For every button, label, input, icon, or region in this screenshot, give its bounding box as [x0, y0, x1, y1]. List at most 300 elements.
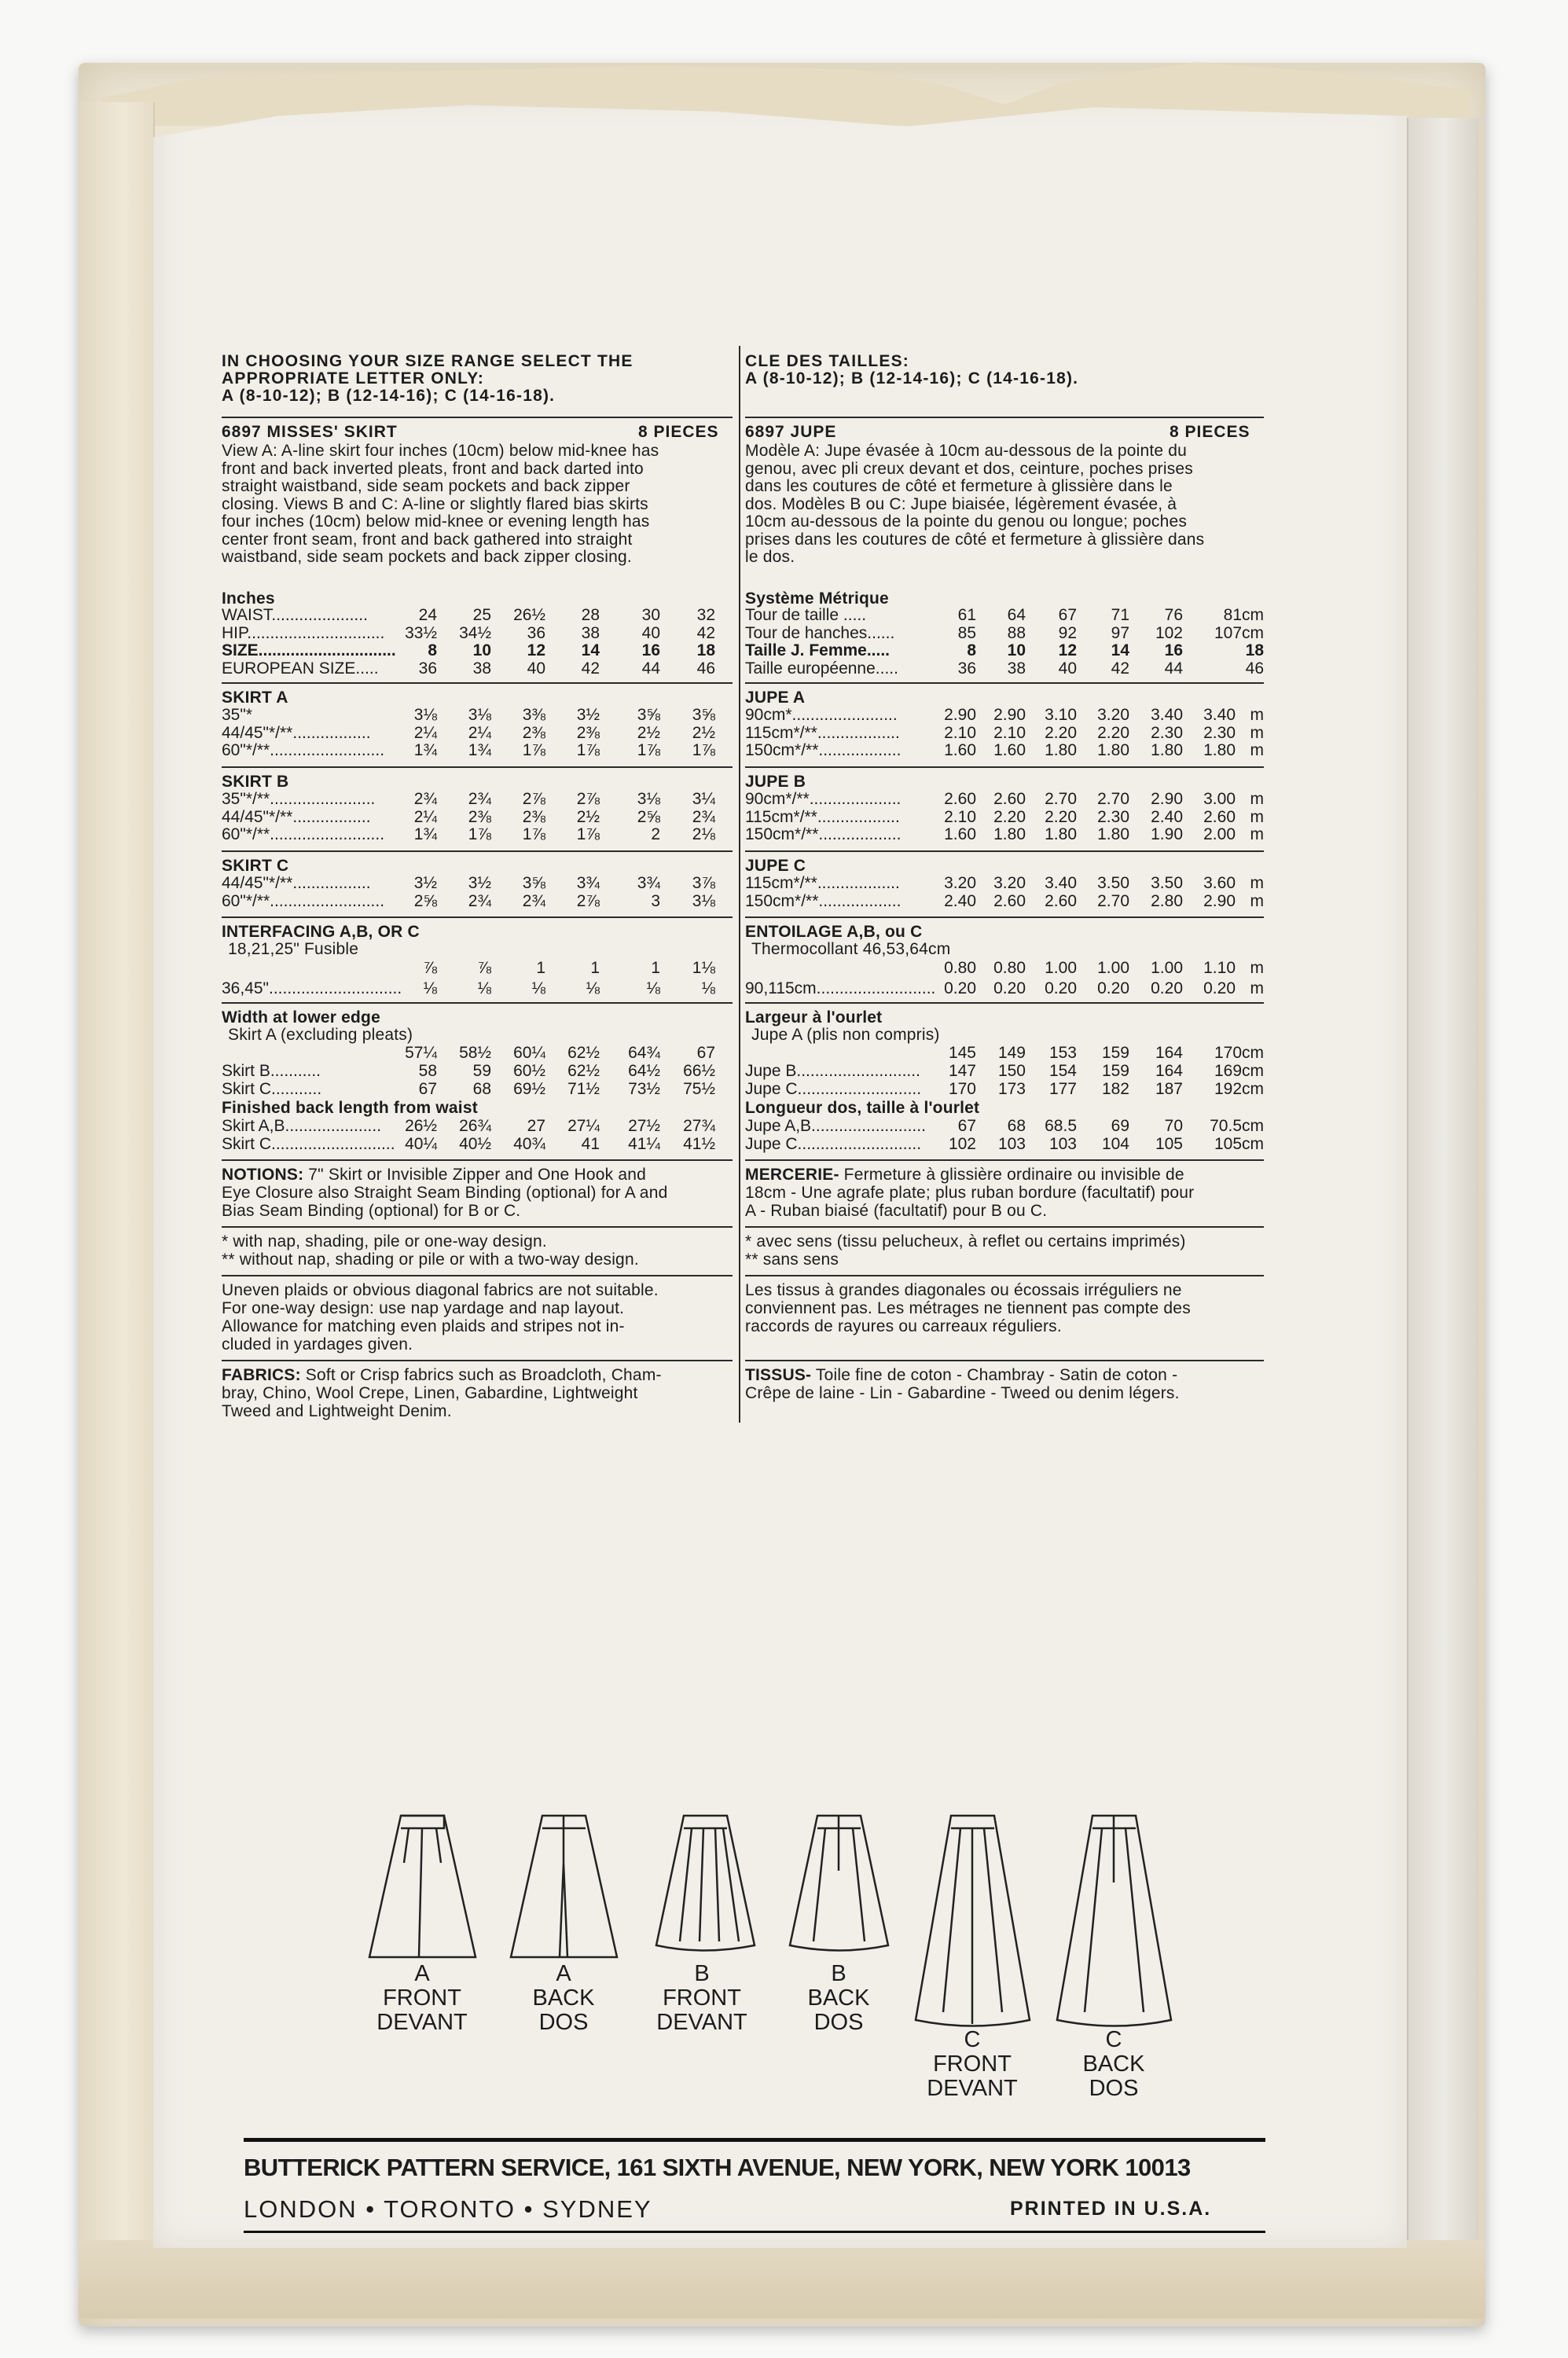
- skirt-description: front and back inverted pleats, front and back darted into: [222, 459, 644, 478]
- row-value: 34½: [459, 623, 491, 642]
- yardage-row: [222, 724, 835, 742]
- yardage-row-fr: [745, 808, 1358, 826]
- row-value: 1: [651, 959, 660, 977]
- row-value: 2.60: [944, 790, 976, 808]
- row-value: 150: [997, 1062, 1026, 1080]
- yardage-row-fr: [745, 724, 1358, 742]
- row-value: 36: [418, 659, 437, 678]
- row-value: 28: [581, 606, 600, 624]
- row-value: 68: [1007, 1117, 1026, 1135]
- row-value: 8: [428, 641, 437, 659]
- row-unit: m: [1250, 807, 1264, 826]
- row-value: 2¾: [413, 790, 437, 808]
- row-value: 1⅞: [468, 825, 491, 843]
- yardage-row: [222, 892, 835, 910]
- row-value: 3⅜: [522, 706, 545, 724]
- skirt-a-title: SKIRT A: [222, 689, 288, 707]
- row-value: 2.90: [1203, 891, 1236, 910]
- row-unit: m: [1250, 874, 1264, 892]
- row-value: 164: [1155, 1044, 1183, 1062]
- view-letter: C: [1105, 2027, 1122, 2052]
- row-value: 2⅝: [413, 891, 437, 910]
- skirt-description: waistband, side seam pockets and back zipper closing.: [222, 548, 632, 566]
- row-label: 115cm*/**..................: [745, 874, 900, 892]
- row-value: 2⅞: [576, 891, 600, 910]
- measurement-row-fr: [745, 659, 1358, 678]
- row-unit: m: [1250, 790, 1264, 808]
- row-value: 0.80: [993, 959, 1026, 977]
- notions-text: Bias Seam Binding (optional) for B or C.: [222, 1202, 521, 1220]
- row-value: 81cm: [1223, 606, 1264, 624]
- footer-top-rule: [244, 2138, 1265, 2142]
- row-value: 103: [997, 1135, 1026, 1153]
- row-value: ⅛: [701, 979, 715, 997]
- piece-count-fr: 8 PIECES: [1170, 423, 1250, 441]
- diagonal-fabrics-note: raccords de rayures ou carreaux réguliers.: [745, 1317, 1062, 1335]
- notions-first-line: 7" Skirt or Invisible Zipper and One Hook and: [303, 1166, 646, 1184]
- row-value: 3⅞: [692, 874, 715, 892]
- row-value: 3.20: [944, 874, 976, 892]
- row-value: 26½: [513, 606, 545, 624]
- plaids-note: Uneven plaids or obvious diagonal fabrics are not suitable.: [222, 1281, 659, 1299]
- row-value: 64¾: [628, 1044, 660, 1062]
- row-value: 38: [472, 659, 491, 678]
- view-label-fr: DOS: [1089, 2076, 1139, 2101]
- plaids-note: For one-way design: use nap yardage and nap layout.: [222, 1299, 625, 1317]
- section-rule: [745, 1360, 1264, 1361]
- row-value: 2.60: [1203, 807, 1236, 826]
- row-label: Jupe C...........................: [745, 1135, 922, 1153]
- entoilage-row: [745, 959, 1358, 977]
- section-rule: [745, 1002, 1264, 1004]
- row-value: 1.80: [1045, 741, 1077, 759]
- tissus-text: [745, 1366, 1177, 1384]
- row-value: 44: [1164, 659, 1183, 678]
- row-value: 187: [1155, 1080, 1183, 1098]
- row-value: 8: [967, 641, 976, 659]
- row-label: 44/45"*/**.................: [222, 723, 371, 742]
- yardage-row-fr: [745, 790, 1358, 808]
- row-value: 38: [581, 623, 600, 642]
- diagonal-fabrics-note: conviennent pas. Les métrages ne tiennent pas compte des: [745, 1299, 1191, 1317]
- row-label: 150cm*/**..................: [745, 741, 902, 759]
- row-label: EUROPEAN SIZE.....: [222, 659, 379, 678]
- row-value: 69: [1111, 1117, 1129, 1135]
- finished-length-title: Finished back length from waist: [222, 1099, 478, 1117]
- skirt-description: View A: A-line skirt four inches (10cm) below mid-knee has: [222, 442, 659, 460]
- row-label: Taille J. Femme.....: [745, 641, 890, 659]
- width-subtitle: Skirt A (excluding pleats): [228, 1026, 413, 1044]
- mercerie-text: [745, 1166, 1184, 1184]
- fabrics-first-line: Soft or Crisp fabrics such as Broadcloth, Cham-: [300, 1366, 662, 1384]
- row-value: 170cm: [1214, 1044, 1264, 1062]
- plaids-note: Allowance for matching even plaids and stripes not in-: [222, 1317, 625, 1335]
- measurement-row: [222, 624, 835, 642]
- row-label: 35"*/**.......................: [222, 790, 376, 808]
- entoilage-subtitle: Thermocollant 46,53,64cm: [751, 940, 951, 958]
- row-value: 154: [1048, 1062, 1077, 1080]
- row-value: 2⅛: [692, 825, 715, 843]
- row-value: 2.20: [1045, 807, 1077, 826]
- row-value: 2.30: [1151, 723, 1183, 742]
- row-label: 60"*/**.........................: [222, 825, 385, 843]
- row-label: WAIST.....................: [222, 606, 368, 624]
- skirt-description-fr: 10cm au-dessous de la pointe du genou ou longue; poches: [745, 512, 1188, 531]
- row-label: Jupe A,B.........................: [745, 1117, 926, 1135]
- row-value: 16: [641, 641, 660, 659]
- measurement-row: [222, 641, 835, 659]
- row-value: 40½: [459, 1135, 491, 1153]
- view-label-fr: DOS: [813, 2010, 864, 2035]
- row-label: 90cm*/**....................: [745, 790, 902, 808]
- row-value: 44: [641, 659, 660, 678]
- mercerie-text: 18cm - Une agrafe plate; plus ruban bordure (facultatif) pour: [745, 1184, 1195, 1202]
- row-value: 3.10: [1045, 706, 1077, 724]
- row-label: SIZE..............................: [222, 641, 396, 659]
- row-value: 3.40: [1045, 874, 1077, 892]
- row-value: 0.20: [1045, 979, 1077, 997]
- view-label-en: BACK: [1082, 2051, 1145, 2077]
- section-rule: [745, 916, 1264, 918]
- interfacing-subtitle: 18,21,25" Fusible: [228, 940, 359, 958]
- row-value: 3⅝: [522, 874, 545, 892]
- row-value: 3½: [413, 874, 437, 892]
- row-value: 159: [1101, 1062, 1129, 1080]
- row-value: 2¼: [468, 723, 491, 742]
- largeur-row: [745, 1080, 1358, 1098]
- row-label: Jupe C...........................: [745, 1080, 922, 1098]
- row-value: 1⅛: [692, 959, 715, 977]
- yardage-row-fr: [745, 706, 1358, 724]
- skirt-description: four inches (10cm) below mid-knee or evening length has: [222, 512, 650, 531]
- notions-text: Eye Closure also Straight Seam Binding (optional) for A and: [222, 1184, 668, 1202]
- interfacing-row: [222, 959, 835, 977]
- row-value: 2¼: [413, 807, 437, 826]
- row-value: 41½: [683, 1135, 715, 1153]
- row-value: 3⅝: [637, 706, 660, 724]
- width-title: Width at lower edge: [222, 1008, 380, 1027]
- entoilage-row: [745, 979, 1358, 997]
- skirt-description: closing. Views B and C: A-line or slightly flared bias skirts: [222, 494, 648, 513]
- row-value: 1.80: [1045, 825, 1077, 843]
- length-row: [222, 1135, 835, 1153]
- row-value: 0.20: [1097, 979, 1129, 997]
- row-value: 67: [1058, 606, 1077, 624]
- row-label: 35"*: [222, 706, 252, 724]
- row-label: 150cm*/**..................: [745, 891, 902, 910]
- row-value: 1.00: [1097, 959, 1129, 977]
- jupe-b-title: JUPE B: [745, 773, 806, 791]
- row-value: 3.50: [1097, 874, 1129, 892]
- view-letter: A: [556, 1961, 571, 1986]
- diagonal-fabrics-note: Les tissus à grandes diagonales ou écossais irréguliers ne: [745, 1281, 1182, 1299]
- row-value: 1.00: [1151, 959, 1183, 977]
- section-rule: [222, 850, 733, 852]
- row-value: 1⅞: [522, 825, 545, 843]
- row-value: 1.10: [1203, 959, 1236, 977]
- largeur-title: Largeur à l'ourlet: [745, 1008, 883, 1027]
- yardage-row-fr: [745, 825, 1358, 843]
- view-caption: [780, 1962, 898, 2035]
- row-value: 40: [641, 623, 660, 642]
- row-value: 69½: [513, 1080, 545, 1098]
- row-value: 2.60: [1045, 891, 1077, 910]
- row-value: 1.00: [1045, 959, 1077, 977]
- row-value: 2.00: [1203, 825, 1236, 843]
- row-value: 1⅞: [692, 741, 715, 759]
- row-unit: m: [1250, 979, 1264, 997]
- view-caption: [1055, 2028, 1173, 2101]
- row-value: 18: [1245, 641, 1264, 659]
- fabrics-label: FABRICS:: [222, 1366, 301, 1384]
- row-value: 26½: [405, 1117, 437, 1135]
- row-value: 2.10: [993, 723, 1026, 742]
- row-value: 2.30: [1097, 807, 1129, 826]
- section-rule: [745, 417, 1264, 418]
- row-label: 115cm*/**..................: [745, 723, 900, 742]
- fabrics-text: Tweed and Lightweight Denim.: [222, 1402, 452, 1420]
- row-value: 159: [1101, 1044, 1129, 1062]
- measurement-row: [222, 606, 835, 624]
- row-value: 3.60: [1203, 874, 1236, 892]
- row-unit: m: [1250, 825, 1264, 843]
- row-label: HIP..............................: [222, 623, 385, 642]
- row-value: 42: [696, 623, 715, 642]
- tissus-label: TISSUS-: [745, 1366, 812, 1384]
- row-value: 3.40: [1203, 706, 1236, 724]
- tissus-text: Crêpe de laine - Lin - Gabardine - Tweed ou denim légers.: [745, 1384, 1180, 1402]
- company-address: BUTTERICK PATTERN SERVICE, 161 SIXTH AVENUE, NEW YORK, NEW YORK 10013: [244, 2154, 1191, 2181]
- row-value: 75½: [683, 1080, 715, 1098]
- row-value: 57¼: [405, 1044, 437, 1062]
- pattern-title: 6897 MISSES' SKIRT: [222, 423, 398, 441]
- view-letter: C: [964, 2027, 981, 2052]
- row-label: 115cm*/**..................: [745, 807, 900, 826]
- size-range-instructions: A (8-10-12); B (12-14-16); C (14-16-18).: [222, 387, 556, 405]
- largeur-subtitle: Jupe A (plis non compris): [751, 1026, 940, 1044]
- row-value: 1.80: [1097, 741, 1129, 759]
- row-label: Tour de taille .....: [745, 606, 867, 624]
- row-value: 103: [1048, 1135, 1077, 1153]
- skirt-description-fr: le dos.: [745, 548, 795, 566]
- row-value: 2½: [576, 807, 600, 826]
- view-caption: [643, 1962, 761, 2035]
- measurements-title-fr: Système Métrique: [745, 590, 889, 608]
- row-value: 1⅞: [576, 825, 600, 843]
- tissus-first-line: Toile fine de coton - Chambray - Satin de coton -: [811, 1366, 1178, 1384]
- section-rule: [222, 916, 733, 918]
- row-value: 2.70: [1045, 790, 1077, 808]
- row-value: 76: [1164, 606, 1183, 624]
- longueur-title: Longueur dos, taille à l'ourlet: [745, 1099, 980, 1117]
- section-rule: [745, 850, 1264, 852]
- row-value: 169cm: [1214, 1062, 1264, 1080]
- row-value: 1.80: [1203, 741, 1236, 759]
- row-value: 1.60: [944, 825, 976, 843]
- row-value: 2.10: [944, 723, 976, 742]
- row-value: 0.20: [993, 979, 1026, 997]
- section-rule: [222, 1002, 733, 1004]
- yardage-row: [222, 790, 835, 808]
- row-value: 1: [590, 959, 600, 977]
- row-value: 2⅜: [522, 807, 545, 826]
- row-value: 14: [1111, 641, 1129, 659]
- yardage-row: [222, 825, 835, 843]
- row-value: ⅞: [477, 959, 491, 977]
- yardage-row-fr: [745, 741, 1358, 759]
- row-label: Skirt A,B.....................: [222, 1117, 382, 1135]
- row-value: 173: [997, 1080, 1026, 1098]
- row-value: 1¾: [413, 741, 437, 759]
- row-value: ⅛: [531, 979, 545, 997]
- row-value: 2.10: [944, 807, 976, 826]
- row-value: 105cm: [1214, 1135, 1264, 1153]
- interfacing-row: [222, 979, 835, 997]
- row-value: 1⅞: [637, 741, 660, 759]
- skirt-b-title: SKIRT B: [222, 773, 289, 791]
- view-caption: [913, 2028, 1031, 2101]
- row-value: 70: [1164, 1117, 1183, 1135]
- office-cities: LONDON • TORONTO • SYDNEY: [244, 2195, 652, 2223]
- row-value: 42: [1111, 659, 1129, 678]
- largeur-row: [745, 1062, 1358, 1080]
- row-value: 18: [696, 641, 715, 659]
- longueur-row: [745, 1135, 1358, 1153]
- plaids-note: cluded in yardages given.: [222, 1335, 413, 1353]
- row-value: 3⅛: [413, 706, 437, 724]
- envelope-left-fold: [79, 102, 155, 2295]
- row-value: 1.60: [993, 741, 1026, 759]
- entoilage-title: ENTOILAGE A,B, ou C: [745, 923, 923, 941]
- measurements-title: Inches: [222, 590, 275, 608]
- row-value: 102: [948, 1135, 976, 1153]
- row-value: 25: [472, 606, 491, 624]
- row-value: 2¾: [468, 891, 491, 910]
- skirt-description: straight waistband, side seam pockets and back zipper: [222, 477, 630, 495]
- row-value: 1¾: [413, 825, 437, 843]
- row-value: 3.50: [1151, 874, 1183, 892]
- row-value: 58: [418, 1062, 437, 1080]
- row-label: 90cm*.......................: [745, 706, 898, 724]
- row-value: 66½: [683, 1062, 715, 1080]
- row-value: 10: [472, 641, 491, 659]
- row-value: 2⅞: [576, 790, 600, 808]
- row-value: 27¾: [683, 1117, 715, 1135]
- row-value: 3.20: [993, 874, 1026, 892]
- row-value: ⅛: [586, 979, 600, 997]
- row-value: 88: [1007, 623, 1026, 642]
- row-label: Skirt B...........: [222, 1062, 321, 1080]
- row-value: 60½: [513, 1062, 545, 1080]
- row-value: 32: [696, 606, 715, 624]
- width-row: [222, 1080, 835, 1098]
- row-unit: m: [1250, 891, 1264, 910]
- skirt-description: center front seam, front and back gathered into straight: [222, 530, 633, 549]
- row-value: 85: [957, 623, 976, 642]
- row-value: 40¼: [405, 1135, 437, 1153]
- row-value: ⅛: [646, 979, 660, 997]
- row-value: 2.20: [993, 807, 1026, 826]
- row-value: 1.80: [1151, 741, 1183, 759]
- row-value: 36: [527, 623, 545, 642]
- row-value: 0.20: [944, 979, 976, 997]
- mercerie-text: A - Ruban biaisé (facultatif) pour B ou C.: [745, 1202, 1048, 1220]
- row-value: 164: [1155, 1062, 1183, 1080]
- size-range-instructions: IN CHOOSING YOUR SIZE RANGE SELECT THE: [222, 352, 633, 370]
- view-label-fr: DOS: [538, 2010, 589, 2035]
- measurement-row-fr: [745, 624, 1358, 642]
- row-label: Jupe B...........................: [745, 1062, 920, 1080]
- row-label: Skirt C...........: [222, 1080, 322, 1098]
- row-value: 46: [696, 659, 715, 678]
- notions-label: NOTIONS:: [222, 1166, 304, 1184]
- view-letter: A: [414, 1961, 430, 1986]
- row-value: 2.70: [1097, 891, 1129, 910]
- section-rule: [222, 682, 733, 684]
- yardage-row: [222, 874, 835, 892]
- row-value: 71: [1111, 606, 1129, 624]
- width-row: [222, 1062, 835, 1080]
- row-value: 170: [948, 1080, 976, 1098]
- row-value: 68: [472, 1080, 491, 1098]
- row-unit: m: [1250, 741, 1264, 759]
- width-row: [222, 1044, 835, 1062]
- row-label: Tour de hanches......: [745, 623, 895, 642]
- view-label-fr: DEVANT: [376, 2010, 468, 2035]
- row-value: 2.60: [993, 790, 1026, 808]
- row-label: Taille européenne.....: [745, 659, 898, 678]
- size-range-instructions: APPROPRIATE LETTER ONLY:: [222, 369, 485, 387]
- row-value: 3⅝: [692, 706, 715, 724]
- row-value: 2¾: [522, 891, 545, 910]
- row-value: 105: [1155, 1135, 1183, 1153]
- row-unit: m: [1250, 959, 1264, 977]
- section-rule: [745, 766, 1264, 768]
- row-value: 2¼: [413, 723, 437, 742]
- row-value: 3.00: [1203, 790, 1236, 808]
- row-value: 2⅜: [522, 723, 545, 742]
- view-label-en: BACK: [807, 1985, 870, 2011]
- column-divider: [739, 346, 740, 1423]
- yardage-row: [222, 741, 835, 759]
- row-value: 192cm: [1214, 1080, 1264, 1098]
- row-value: 14: [581, 641, 600, 659]
- yardage-row: [222, 706, 835, 724]
- row-value: 1.60: [944, 741, 976, 759]
- row-value: 2.90: [944, 706, 976, 724]
- mercerie-first-line: Fermeture à glissière ordinaire ou invisible de: [839, 1166, 1184, 1184]
- row-value: 41¼: [628, 1135, 660, 1153]
- row-value: 2⅞: [522, 790, 545, 808]
- row-value: ⅞: [423, 959, 437, 977]
- row-value: 3: [651, 891, 660, 910]
- row-value: 40: [527, 659, 545, 678]
- row-value: 147: [948, 1062, 976, 1080]
- view-letter: B: [694, 1961, 710, 1986]
- row-value: 59: [472, 1062, 491, 1080]
- row-value: 145: [948, 1044, 976, 1062]
- yardage-row-fr: [745, 874, 1358, 892]
- row-value: 3¾: [637, 874, 660, 892]
- footer-bottom-rule: [244, 2231, 1265, 2233]
- row-unit: m: [1250, 723, 1264, 742]
- row-value: 3⅛: [692, 891, 715, 910]
- row-value: 73½: [628, 1080, 660, 1098]
- row-value: 2.30: [1203, 723, 1236, 742]
- row-value: 153: [1048, 1044, 1077, 1062]
- row-value: 38: [1007, 659, 1026, 678]
- row-value: 61: [957, 606, 976, 624]
